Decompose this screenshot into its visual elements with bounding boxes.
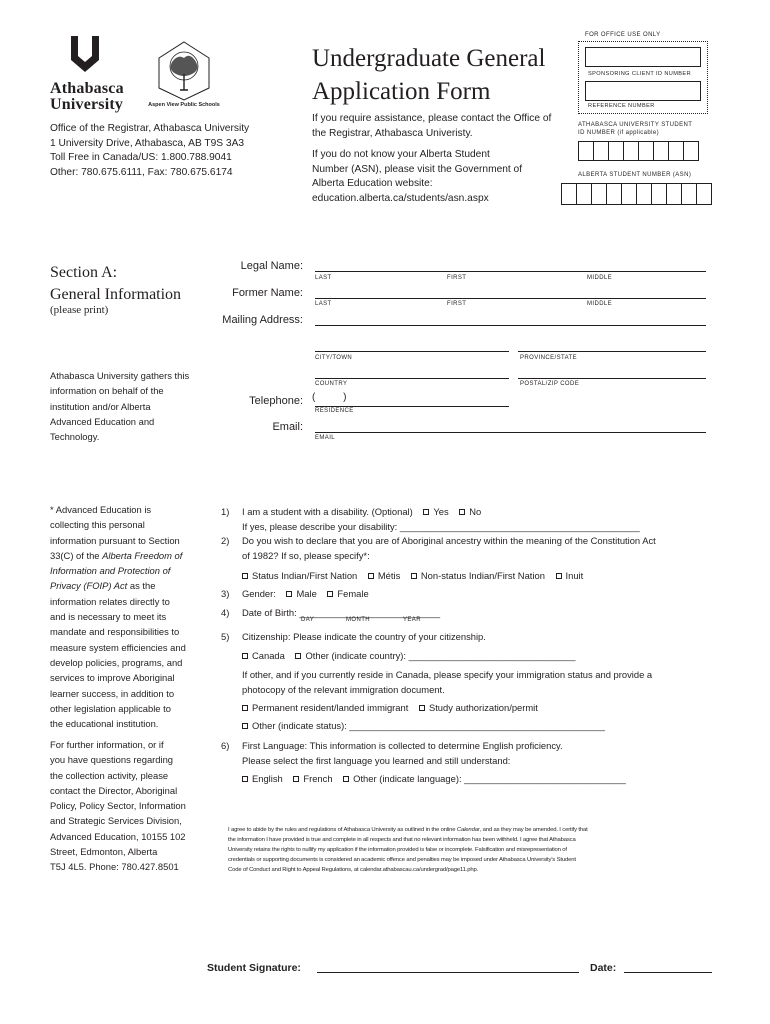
q5-status-options: [234, 700, 538, 715]
side-note-line: Technology.: [50, 431, 100, 443]
assistance-p2-l4: education.alberta.ca/students/asn.aspx: [312, 192, 489, 204]
q3-male-label: Male: [296, 588, 317, 599]
q1-disability-input[interactable]: If yes, please describe your disability: ______________________________________________: [242, 521, 640, 532]
legal-name-label: Legal Name:: [240, 260, 303, 272]
section-a-side-note: [50, 368, 210, 444]
foip-line: other legislation applicable to: [50, 702, 171, 714]
foip-italic: Alberta Freedom of: [102, 549, 183, 561]
reference-number-input[interactable]: [585, 81, 701, 101]
contact-line: the collection activity, please: [50, 769, 169, 781]
foip-line: and is necessary to meet its: [50, 611, 167, 623]
foip-line: collecting this personal: [50, 519, 145, 531]
q6-options: [234, 771, 626, 786]
side-note-line: information on behalf of the: [50, 385, 164, 397]
q2-number: 2): [221, 535, 230, 546]
q1-yes-checkbox[interactable]: [423, 509, 429, 515]
contact-line: T5J 4L5. Phone: 780.427.8501: [50, 861, 179, 873]
sponsoring-id-label: SPONSORING CLIENT ID NUMBER: [588, 71, 692, 77]
title-line2: Application Form: [312, 78, 491, 105]
foip-line: learner success, in addition to: [50, 687, 175, 699]
agreement-line: University retains the rights to nullify my application if the information provided is false or incomplete. Falsification and misrepresentation of: [228, 847, 567, 853]
contact-note: [50, 737, 210, 875]
contact-line: you have questions regarding: [50, 754, 174, 766]
q4-dob-input[interactable]: Date of Birth: ___________________________: [242, 607, 441, 618]
title-line1: Undergraduate General: [312, 45, 546, 72]
assistance-text: [312, 112, 552, 206]
aspen-caption: Aspen View Public Schools: [148, 102, 220, 108]
q2-opt-label: Métis: [377, 570, 401, 581]
foip-line: measure system efficiencies and: [50, 641, 186, 653]
mailing-street-input[interactable]: [315, 325, 706, 326]
q2-metis-checkbox[interactable]: [368, 573, 374, 579]
foip-line: services to improve Aboriginal: [50, 672, 175, 684]
city-label: CITY/TOWN: [315, 355, 353, 361]
foip-text: as the: [127, 580, 156, 592]
q2-opt-label: Status Indian/First Nation: [252, 570, 358, 581]
q4-month-label: MONTH: [346, 617, 370, 623]
au-id-label-1: ATHABASCA UNIVERSITY STUDENT: [578, 122, 693, 128]
q5-other-status-label[interactable]: Other (indicate status): _________________________________________________: [252, 720, 605, 731]
agreement-text: [228, 825, 698, 875]
foip-line: [50, 548, 210, 563]
q5-canada-checkbox[interactable]: [242, 653, 248, 659]
q6-english-label: English: [252, 773, 283, 784]
q6-number: 6): [221, 740, 230, 751]
q3-female-label: Female: [337, 588, 369, 599]
section-a-heading: [50, 262, 181, 306]
legal-name-input[interactable]: [315, 271, 706, 272]
assistance-p2-l2: Number (ASN), please visit the Government of: [312, 163, 523, 175]
q5-options: [234, 648, 575, 663]
foip-italic: Information and Protection of: [50, 565, 171, 577]
date-input[interactable]: [624, 972, 712, 973]
section-a-subtitle: (please print): [50, 304, 109, 316]
logo-name-line2: University: [50, 96, 124, 113]
agreement-line: credentials or supporting documents is considered an academic offence and penalties may be imposed under Athabasca University's Student: [228, 857, 576, 863]
q6-other-label[interactable]: Other (indicate language): _______________________________: [353, 773, 626, 784]
page-title: [312, 42, 545, 108]
q5-follow: [242, 667, 652, 697]
q4-day-label: DAY: [301, 617, 315, 623]
city-input[interactable]: [315, 351, 509, 352]
q1-number: 1): [221, 506, 230, 517]
agreement-line: Code of Conduct and Right to Appeal Regulations, at calendar.athabascau.ca/undergrad/page11.php.: [228, 867, 479, 873]
agreement-span: , and as they may be amended. I certify that: [479, 827, 588, 833]
former-first-label: FIRST: [447, 301, 467, 307]
email-sub-label: EMAIL: [315, 435, 336, 441]
registrar-line3: Toll Free in Canada/US: 1.800.788.9041: [50, 152, 232, 163]
postal-input[interactable]: [518, 378, 706, 379]
contact-line: and Strategic Services Division,: [50, 815, 182, 827]
residence-label: RESIDENCE: [315, 408, 354, 414]
q1-yes-label: Yes: [433, 506, 449, 517]
q5-other-label[interactable]: Other (indicate country): ________________________________: [305, 650, 576, 661]
country-input[interactable]: [315, 378, 509, 379]
former-last-label: LAST: [315, 301, 332, 307]
phone-area-code: ( ): [312, 392, 347, 403]
foip-italic: Privacy (FOIP) Act: [50, 580, 128, 592]
legal-first-label: FIRST: [447, 275, 467, 281]
side-note-line: institution and/or Alberta: [50, 400, 151, 412]
logo-name-line1: Athabasca: [50, 80, 124, 97]
q5-other-status-row: [234, 718, 605, 733]
q3-male-checkbox[interactable]: [286, 591, 292, 597]
foip-line: the educational institution.: [50, 718, 159, 730]
q6-other-checkbox[interactable]: [343, 776, 349, 782]
signature-label: Student Signature:: [207, 962, 301, 974]
date-label: Date:: [590, 962, 617, 974]
foip-text: 33(C) of the: [50, 549, 103, 561]
q4-year-label: YEAR: [403, 617, 421, 623]
q2-line1: Do you wish to declare that you are of Aboriginal ancestry within the meaning of the Constitution Act: [242, 535, 656, 546]
contact-line: For further information, or if: [50, 739, 164, 750]
au-id-label-2: ID NUMBER (if applicable): [578, 130, 660, 136]
q5-canada-label: Canada: [252, 650, 285, 661]
q6-french-checkbox[interactable]: [293, 776, 299, 782]
q1-no-checkbox[interactable]: [459, 509, 465, 515]
agreement-italic: Calendar: [456, 827, 480, 833]
q3-row: [242, 586, 369, 601]
foip-line: * Advanced Education is: [50, 504, 152, 515]
assistance-p2-l3: Alberta Education website:: [312, 178, 433, 189]
q5-study-checkbox[interactable]: [419, 705, 425, 711]
registrar-address: [50, 122, 249, 180]
q5-follow-l1: If other, and if you currently reside in Canada, please specify your immigration status and provide a: [242, 669, 653, 680]
q6-french-label: French: [303, 773, 333, 784]
q5-number: 5): [221, 631, 230, 642]
q5-other-checkbox[interactable]: [295, 653, 301, 659]
q6-english-checkbox[interactable]: [242, 776, 248, 782]
sponsoring-id-input[interactable]: [585, 47, 701, 67]
q5-follow-l2: photocopy of the relevant immigration document.: [242, 684, 445, 695]
q2-status-indian-checkbox[interactable]: [242, 573, 248, 579]
registrar-line2: 1 University Drive, Athabasca, AB T9S 3A3: [50, 137, 245, 149]
email-label: Email:: [272, 421, 303, 433]
agreement-span: I agree to abide by the rules and regulations of Athabasca University as outlined in the online: [228, 827, 457, 833]
q5-text: Citizenship: Please indicate the country of your citizenship.: [242, 631, 486, 642]
asn-label: ALBERTA STUDENT NUMBER (ASN): [578, 172, 692, 178]
q1-no-label: No: [469, 506, 482, 517]
foip-line: [50, 563, 210, 578]
au-student-id-label: [578, 121, 692, 137]
q6-line1: First Language: This information is collected to determine English proficiency.: [242, 740, 563, 751]
foip-note: [50, 502, 210, 731]
q2-opt-label: Non-status Indian/First Nation: [420, 570, 545, 581]
aspen-view-logo: [148, 40, 220, 112]
telephone-label: Telephone:: [249, 395, 303, 407]
province-input[interactable]: [518, 351, 706, 352]
foip-line: [50, 578, 210, 593]
office-use-heading: FOR OFFICE USE ONLY: [585, 32, 661, 38]
q1-text: I am a student with a disability. (Optional): [242, 506, 413, 517]
q2-inuit-checkbox[interactable]: [556, 573, 562, 579]
contact-line: Street, Edmonton, Alberta: [50, 846, 158, 858]
foip-line: information relates directly to: [50, 595, 170, 607]
side-note-line: Athabasca University gathers this: [50, 370, 190, 381]
q3-number: 3): [221, 588, 230, 599]
province-label: PROVINCE/STATE: [520, 355, 578, 361]
asn-cells[interactable]: [561, 183, 711, 205]
q4-number: 4): [221, 607, 230, 618]
contact-line: contact the Director, Aboriginal: [50, 784, 178, 796]
q5-permanent-checkbox[interactable]: [242, 705, 248, 711]
postal-label: POSTAL/ZIP CODE: [520, 381, 580, 387]
section-a-title-l2: General Information: [50, 286, 182, 303]
au-student-id-cells[interactable]: [578, 141, 698, 161]
tree-icon: [154, 40, 214, 102]
registrar-line4: Other: 780.675.6111, Fax: 780.675.6174: [50, 166, 233, 178]
contact-line: Advanced Education, 10155 102: [50, 830, 186, 842]
q2-options: [234, 568, 583, 583]
assistance-p2-l1: If you do not know your Alberta Student: [312, 149, 490, 160]
assistance-p1: If you require assistance, please contact the Office of the Registrar, Athabasca Univeristy.: [312, 113, 552, 139]
q2-opt-label: Inuit: [565, 570, 584, 581]
legal-middle-label: MIDDLE: [587, 275, 613, 281]
q3-text: Gender:: [242, 588, 276, 599]
athabasca-logo: [50, 36, 140, 116]
section-a-title-l1: Section A:: [50, 264, 118, 281]
signature-input[interactable]: [317, 972, 579, 973]
q3-female-checkbox[interactable]: [327, 591, 333, 597]
foip-line: develop policies, programs, and: [50, 656, 183, 668]
telephone-input[interactable]: [315, 406, 509, 407]
athabasca-shield-icon: [70, 36, 100, 72]
legal-last-label: LAST: [315, 275, 332, 281]
q6-line2: Please select the first language you learned and still understand:: [242, 755, 511, 766]
q5-permanent-label: Permanent resident/landed immigrant: [252, 702, 409, 713]
country-label: COUNTRY: [315, 381, 348, 387]
agreement-line: [228, 825, 698, 835]
side-note-line: Advanced Education and: [50, 415, 155, 427]
foip-line: information pursuant to Section: [50, 534, 180, 546]
agreement-line: the information I have provided is true and complete in all respects and that no relevant information has been withheld. I agree that Athabasca: [228, 837, 576, 843]
q5-study-label: Study authorization/permit: [428, 702, 538, 713]
registrar-line1: Office of the Registrar, Athabasca University: [50, 123, 250, 134]
email-input[interactable]: [315, 432, 706, 433]
mailing-address-label: Mailing Address:: [222, 314, 303, 326]
former-middle-label: MIDDLE: [587, 301, 613, 307]
reference-number-label: REFERENCE NUMBER: [588, 103, 655, 109]
former-name-label: Former Name:: [232, 287, 303, 299]
q2-line2: of 1982? If so, please specify*:: [242, 550, 370, 561]
q2-non-status-checkbox[interactable]: [411, 573, 417, 579]
q2-text: [242, 533, 656, 563]
contact-line: Policy, Policy Sector, Information: [50, 800, 186, 812]
q6-text: [242, 738, 563, 768]
q5-other-status-checkbox[interactable]: [242, 723, 248, 729]
former-name-input[interactable]: [315, 298, 706, 299]
q1-row: [242, 504, 481, 519]
foip-line: mandate and responsibilities to: [50, 626, 180, 638]
